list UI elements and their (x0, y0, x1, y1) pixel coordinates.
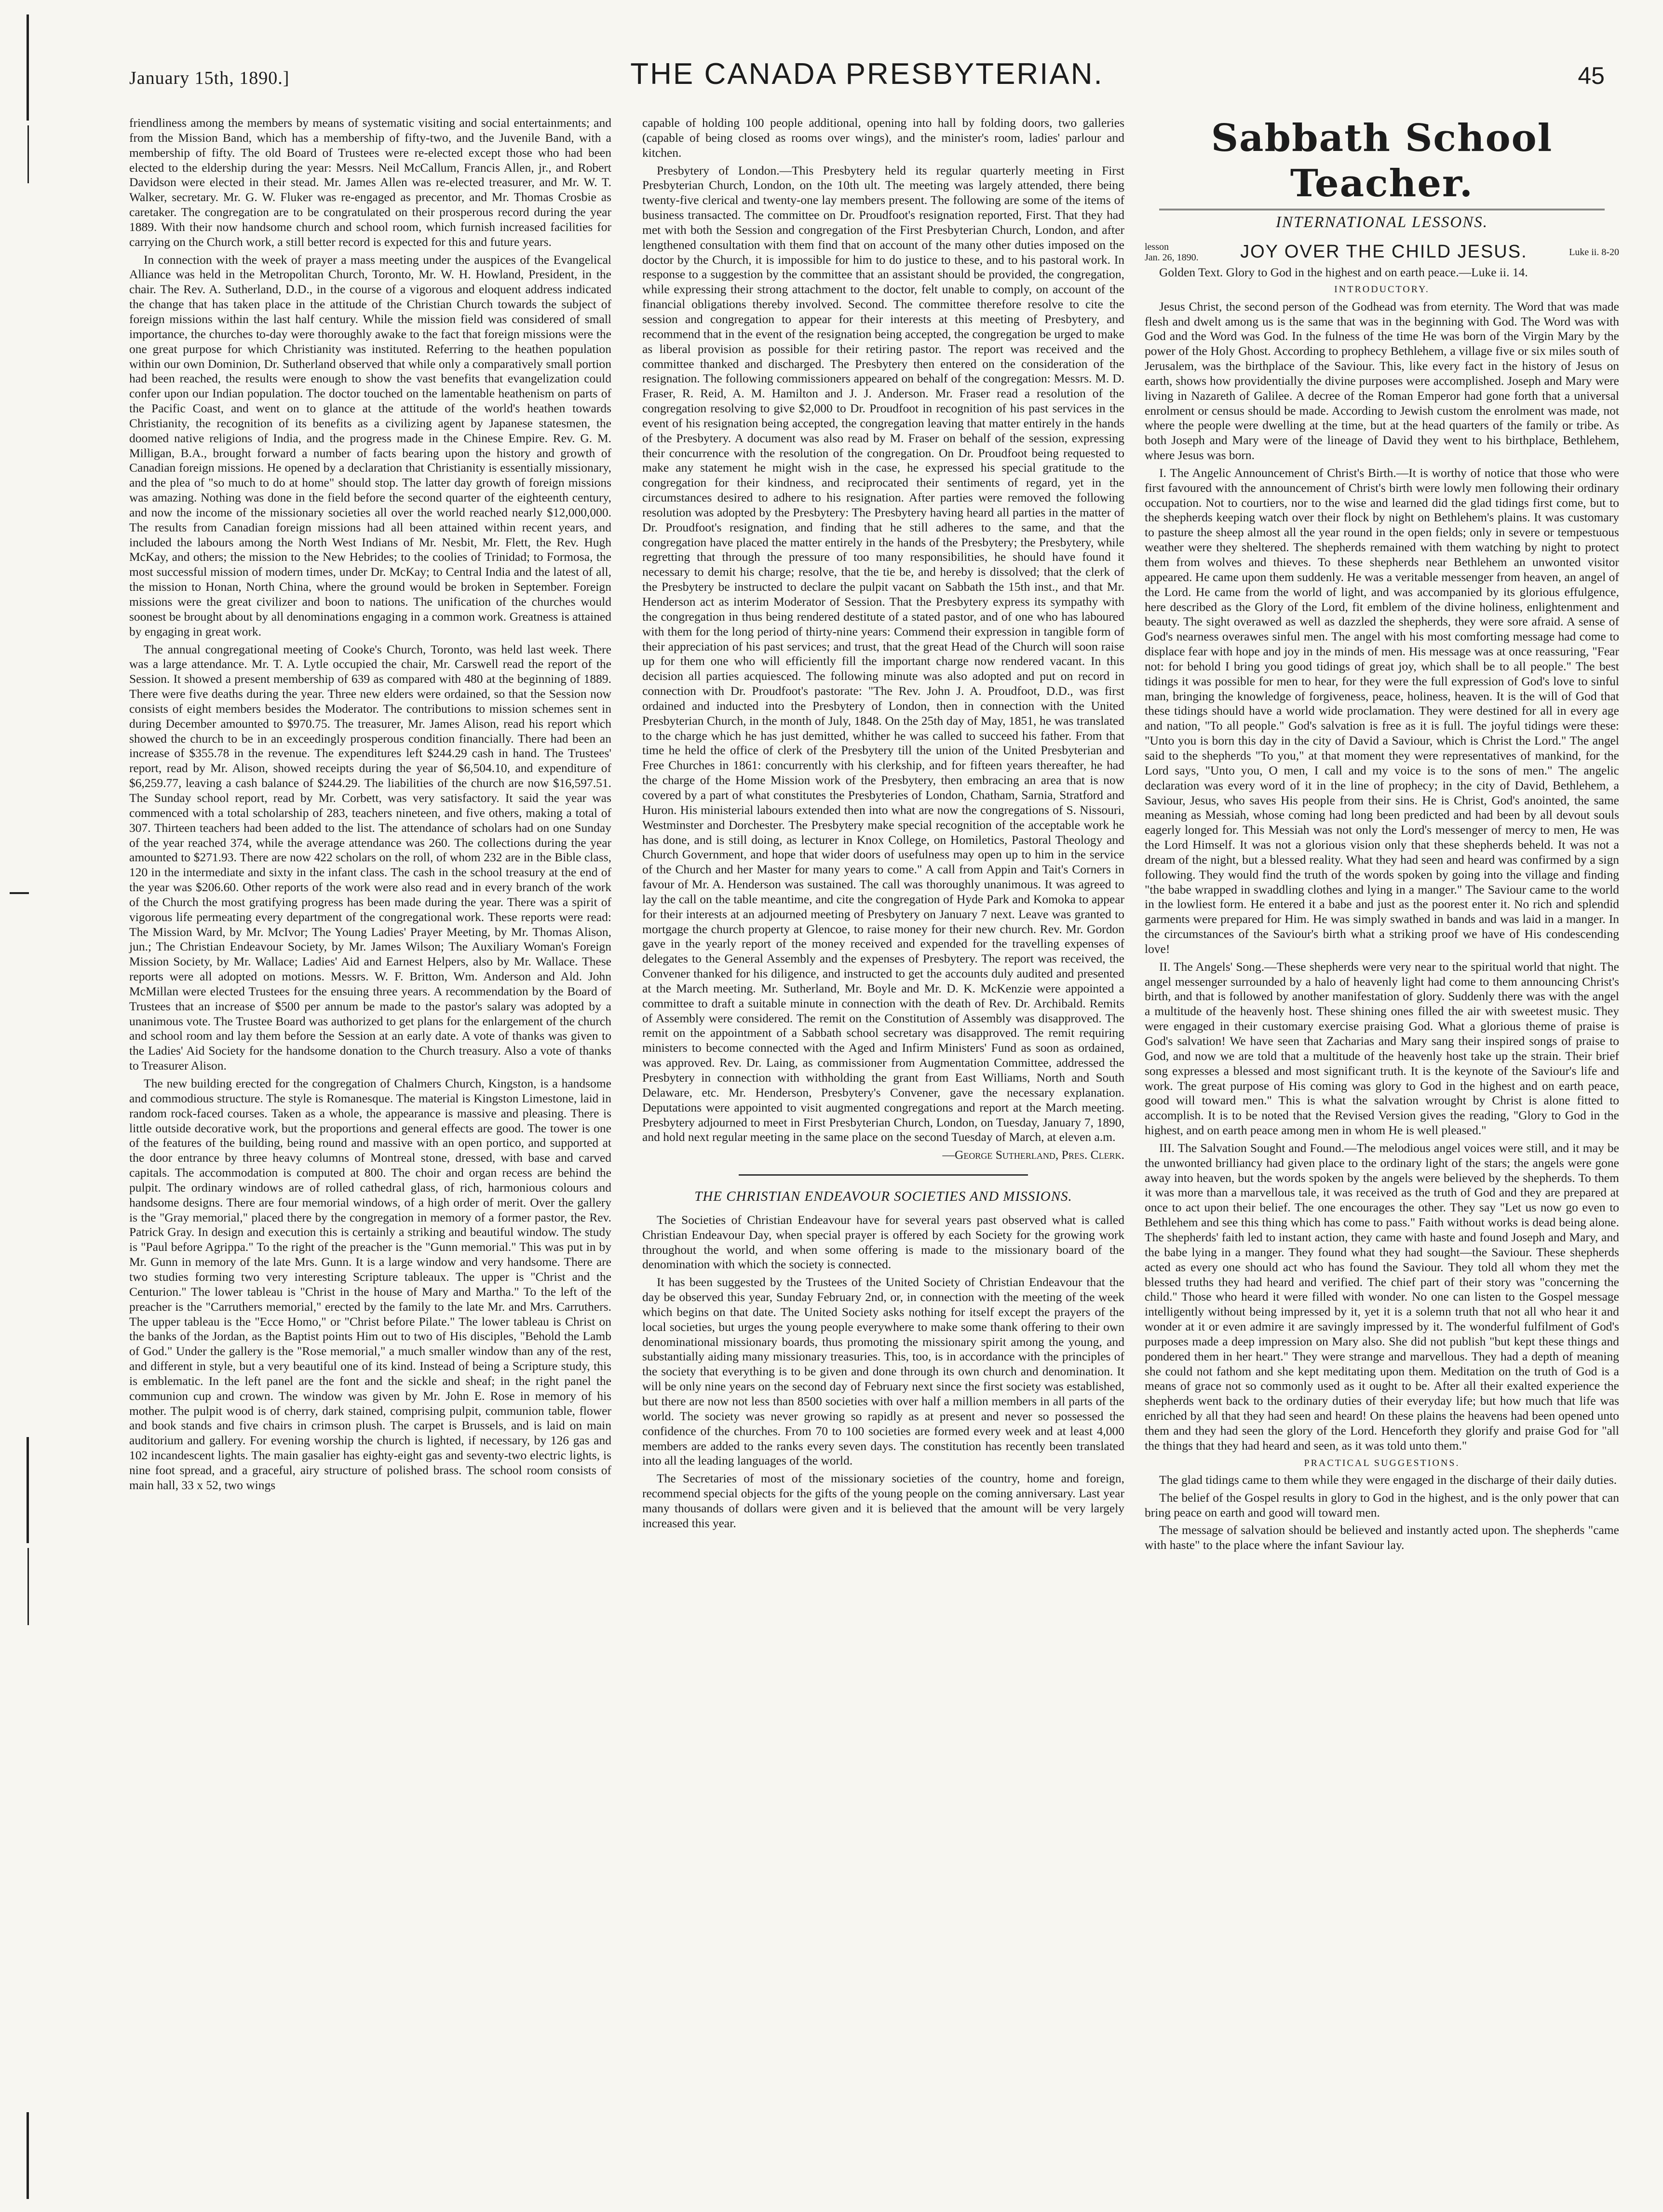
article-paragraph: Presbytery of London.—This Presbytery held its regular quarterly meeting in First Presbyterian Church, London, on the 10th ult. The meeting was largely attended, there being twenty-five clerical and twenty-one lay members present. The following are some of the items of business transacted. The committee on Dr. Proudfoot's resignation reported, First. That they had met with both the Session and congregation of the First Presbyterian Church, London, and after lengthened consultation with them find that on account of the many other duties imposed on the doctor by the Church, it is impossible for him to do justice to these, and to his pastoral work. In response to a suggestion by the committee that an assistant should be provided, the congregation, while expressing their strong attachment to the doctor, felt unable to comply, on account of the financial obligations thereby involved. Second. The committee therefore resolve to cite the session and congregation to appear for their interests at this meeting of Presbytery, and recommend that in the event of the resignation being accepted, the congregation be urged to make as liberal provision as possible for their retiring pastor. The report was received and the committee thanked and discharged. The Presbytery then entered on the consideration of the resignation. The following commissioners appeared on behalf of the congregation: Messrs. M. D. Fraser, R. Reid, A. M. Hamilton and J. J. Anderson. Mr. Fraser read a resolution of the congregation resolving to give $2,000 to Dr. Proudfoot in recognition of his past services in the event of his resignation being accepted, the congregation leaving that matter entirely in the hands of the Presbytery. A document was also read by M. Fraser on behalf of the session, expressing their concurrence with the resolution of the congregation. On Dr. Proudfoot being requested to make any statement he might wish in the case, he expressed his special gratitude to the congregation for their kindness, and reciprocated their sentiments of regard, yet in the circumstances desired to adhere to his resignation. After parties were removed the following resolution was adopted by the Presbytery: The Presbytery having heard all parties in the matter of Dr. Proudfoot's resignation, and finding that he still adheres to the same, and that the congregation have placed the matter entirely in the hands of the Presbytery; the Presbytery, while regretting that through the pressure of too many responsibilities, he should have found it necessary to demit his charge; resolve, that the tie be, and hereby is dissolved; that the clerk of the Presbytery be instructed to declare the pulpit vacant on Sabbath the 15th inst., and that Mr. Henderson act as interim Moderator of Session. That the Presbytery express its sympathy with the congregation in thus being rendered destitute of a stated pastor, and of one who has laboured with them for the long period of thirty-nine years: Commend their expression in tangible form of their appreciation of his past services; and trust, that the great Head of the Church will soon raise up for them one who will efficiently fill the important charge now rendered vacant. In this decision all parties acquiesced. The following minute was also adopted and put on record in connection with Dr. Proudfoot's pastorate: "The Rev. John J. A. Proudfoot, D.D., was first ordained and inducted into the Presbytery of London, then in connection with the United Presbyterian Church, in the month of July, 1848. On the 25th day of May, 1851, he was translated to the charge which he has just demitted, whither he was called to succeed his father. From that time he held the office of clerk of the Presbytery till the union of the United Presbyterian and Free Churches in 1861: concurrently with his clerkship, and for fifteen years thereafter, he had the charge of the Home Mission work of the Presbytery, then embracing an area that is now covered by a part of what constitutes the Presbyteries of London, Chatham, Sarnia, Stratford and Huron. His ministerial labours extended then into what are now the congregations of S. Nissouri, Westminster and Dorchester. The Presbytery make special recognition of the acceptable work he has done, and is still doing, as lecturer in Knox College, on Homiletics, Pastoral Theology and Church Government, and hope that wider doors of usefulness may open up to him in the service of the Church and her Master for many years to come." A call from Appin and Tait's Corners in favour of Mr. A. Henderson was sustained. The call was thoroughly unanimous. It was agreed to lay the call on the table meantime, and cite the congregation of Hyde Park and Komoka to appear for their interests at an adjourned meeting of Presbytery on January 7 next. Leave was granted to mortgage the church property at Glencoe, to raise money for their new church. Rev. Mr. Gordon gave in the yearly report of the money received and expended for the travelling expenses of delegates to the General Assembly and the expenses of Presbytery. The report was received, the Convener thanked for his diligence, and instructed to get the accounts duly audited and presented at the March meeting. Mr. Sutherland, Mr. Boyle and Mr. D. K. McKenzie were appointed a committee to draft a suitable minute in connection with the death of Rev. Dr. Archibald. Remits of Assembly were considered. The remit on the Constitution of Assembly was disapproved. The remit on the appointment of a Sabbath school secretary was disapproved. The remit requiring ministers to become connected with the Aged and Infirm Ministers' Fund as soon as ordained, was approved. Rev. Dr. Laing, as commissioner from Augmentation Committee, addressed the Presbytery in connection with withholding the grant from East Williams, North and South Delaware, etc. Mr. Henderson, Presbytery's Convener, gave the necessary explanation. Deputations were appointed to visit augmented congregations and report at the March meeting. Presbytery adjourned to meet in First Presbyterian Church, London, on Tuesday, January 7, 1890, and hold next regular meeting in the same place on the second Tuesday of March, at eleven a.m. (642, 163, 1124, 1144)
scan-edge-marks (0, 0, 77, 2212)
suggestion-paragraph: The belief of the Gospel results in glory to God in the highest, and is the only power that can bring peace on earth and good will toward men. (1145, 1490, 1619, 1520)
column-3 (1145, 116, 1619, 1553)
article-paragraph: The new building erected for the congregation of Chalmers Church, Kingston, is a handsome and commodious structure. The style is Romanesque. The material is Kingston Limestone, laid in random rock-faced courses. Taken as a whole, the appearance is massive and pleasing. There is little outside decorative work, but the proportions and general effects are good. The tower is one of the features of the building, being round and massive with an open portico, and supported at the door entrance by three heavy columns of Montreal stone, dressed, with base and carved capitals. The accommodation is computed at 800. The choir and organ recess are behind the pulpit. The ordinary windows are of rolled cathedral glass, of rich, harmonious colours and handsome designs. There are four memorial windows, of a high order of merit. Over the gallery is the "Gray memorial," placed there by the congregation in memory of a former pastor, the Rev. Patrick Gray. In design and execution this is certainly a striking and beautiful window. The study is "Paul before Agrippa." To the right of the preacher is the "Gunn memorial." This was put in by Mr. Gunn in memory of the late Mrs. Gunn. It is a large window and very handsome. There are two studies forming two very interesting Scripture tableaux. The upper is "Christ and the Centurion." The lower tableau is "Christ in the house of Mary and Martha." To the left of the preacher is the "Carruthers memorial," erected by the family to the late Mr. and Mrs. Carruthers. The upper tableau is the "Ecce Homo," or "Christ before Pilate." The lower tableau is Christ on the banks of the Jordan, as the Baptist points Him out to two of His disciples, "Behold the Lamb of God." Under the gallery is the "Rose memorial," a much smaller window than any of the rest, and different in style, but a very beautiful one of its kind. Instead of being a Scripture study, this is emblematic. In the left panel are the font and the sickle and sheaf; in the right panel the communion cup and crown. The window was given by Mr. John E. Rose in memory of his mother. The pulpit wood is of cherry, dark stained, comprising pulpit, communion table, flower and book stands and five chairs in crimson plush. The carpet is Brussels, and is laid on main auditorium and gallery. For evening worship the church is lighted, if necessary, by 126 gas and 102 incandescent lights. The main gasalier has eighty-eight gas and seventy-two electric lights, is nine foot spread, and a graceful, airy structure of polished brass. The school room consists of main hall, 33 x 52, two wings (129, 1076, 611, 1492)
lesson-paragraph: III. The Salvation Sought and Found.—The melodious angel voices were still, and it may be the unwonted brilliancy had given place to the ordinary light of the stars; the angels were gone away into heaven, but the words spoken by the angels were believed by the shepherds. To them it was more than a marvellous tale, it was received as the truth of God and they are prepared at once to act upon their belief. The one encourages the other. They say "Let us now go even to Bethlehem and see this thing which has come to pass." Faith without works is dead being alone. The shepherds' faith led to instant action, they came with haste and found Joseph and Mary, and the babe lying in a manger. They found what they had sought—the Saviour. These shepherds acted as every one should act who has found the Saviour. They told all whom they met the blessed truths they had heard and verified. The chief part of their story was "concerning the child." Those who heard it were filled with wonder. No one can listen to the Gospel message intelligently without being impressed by it, yet it is a solemn truth that not all who hear it and wonder at it or even admire it are savingly impressed by it. The wonderful fulfilment of God's purposes made a deep impression on Mary also. She did not publish "but kept these things and pondered them in her heart." They were strange and marvellous. They had a depth of meaning she could not fathom and she kept meditating upon them. Meditation on the truth of God is a means of grace not so commonly used as it ought to be. After all their exalted experience the shepherds went back to the ordinary duties of their everyday life; but how much that life was enriched by all that they had seen and heard! On these plains the heavens had been opened unto them and they had seen the glory of the Lord. Henceforth they glorify and praise God for "all the things that they had heard and seen, as it was told unto them." (1145, 1140, 1619, 1452)
lesson-heading (1145, 241, 1619, 263)
article-paragraph: It has been suggested by the Trustees of the United Society of Christian Endeavour that the day be observed this year, Sunday February 2nd, or, in connection with the meeting of the week which begins on that date. The United Society asks nothing for itself except the prayers of the local societies, but urges the young people everywhere to make some thank offering to their own denominational missionary boards, thus promoting the missionary spirit among the young, and substantially aiding many missionary treasuries. This, too, is in accordance with the principles of the society that everything is to be given and done through its own church and denomination. It will be only nine years on the second day of February next since the first society was established, but there are now not less than 8500 societies with over half a million members in all parts of the world. The society was never growing so rapidly as at present and never so possessed the confidence of the churches. From 70 to 100 societies are formed every week and at least 4,000 members are added to the ranks every seven days. The constitution has recently been translated into all the leading languages of the world. (642, 1275, 1124, 1468)
section-masthead: Sabbath School Teacher. (1211, 116, 1553, 206)
introductory-heading: INTRODUCTORY. (1334, 284, 1430, 295)
article-paragraph: friendliness among the members by means of systematic visiting and social entertainments; and from the Mission Band, which has a membership of fifty-two, and the Juvenile Band, with a membership of fifty. The old Board of Trustees were re-elected except those who had been elected to the eldership during the year: Messrs. Neil McCallum, Francis Allen, jr., and Robert Davidson were elected in their stead. Mr. James Allen was re-elected treasurer, and Mr. W. T. Walker, secretary. Mr. G. W. Fluker was re-engaged as precentor, and Mr. Thomas Crosbie as caretaker. The congregation are to be congratulated on their prosperous record during the year 1889. With their now handsome church and school room, which furnish increased facilities for carrying on the Church work, a still better record is expected for this and future years. (129, 116, 611, 249)
masthead-rule (1159, 209, 1605, 210)
golden-text: Golden Text. Glory to God in the highest and on earth peace.—Luke ii. 14. (1159, 265, 1528, 279)
newspaper-title: THE CANADA PRESBYTERIAN. (630, 57, 1104, 91)
lesson-title: JOY OVER THE CHILD JESUS. (1240, 241, 1528, 262)
article-paragraph: capable of holding 100 people additional, opening into hall by folding doors, two galleries (capable of being closed as rooms over wings), and the minister's room, ladies' parlour and kitchen. (642, 116, 1124, 160)
article-paragraph: The annual congregational meeting of Cooke's Church, Toronto, was held last week. There was a large attendance. Mr. T. A. Lytle occupied the chair, Mr. Carswell read the report of the Session. It showed a present membership of 639 as compared with 480 at the beginning of 1889. There were five deaths during the year. Three new elders were ordained, so that the Session now consists of eight members besides the Moderator. The contributions to mission schemes sent in during December amounted to $970.75. The treasurer, Mr. James Alison, read his report which showed the church to be in an exceedingly prosperous condition financially. There had been an increase of $355.78 in the revenue. The expenditures left $244.29 cash in hand. The Trustees' report, read by Mr. Alison, showed receipts during the year of $6,504.10, and expenditure of $6,259.77, leaving a cash balance of $244.29. The liabilities of the church are now $16,597.51. The Sunday school report, read by Mr. Corbett, was very satisfactory. It said the year was commenced with a total scholarship of 283, teachers nineteen, and five others, making a total of 307. Thirteen teachers had been added to the list. The attendance of scholars had on one Sunday of the year reached 374, while the average attendance was 260. The collections during the year amounted to $271.93. There are now 422 scholars on the roll, of whom 232 are in the Bible class, 120 in the intermediate and sixty in the infant class. The cash in the school treasury at the end of the year was $206.60. Other reports of the work were also read and in every branch of the work of the Church the most gratifying progress has been made during the year. There was a spirit of vigorous life permeating every department of the congregational work. These reports were read: The Mission Ward, by Mr. McIvor; The Young Ladies' Prayer Meeting, by Mr. Thomas Alison, jun.; The Christian Endeavour Society, by Mr. James Wilson; The Auxiliary Woman's Foreign Mission Society, by Mr. Wallace; Ladies' Aid and Earnest Helpers, also by Mr. Wallace. These reports were all adopted on motions. Messrs. W. F. Britton, Wm. Anderson and Ald. John McMillan were elected Trustees for the ensuing three years. A recommendation by the Board of Trustees that an increase of $500 per annum be made to the pastor's salary was adopted by a unanimous vote. The Trustee Board was authorized to get plans for the enlargement of the church and school room and lay them before the Session at an early date. A vote of thanks was given to the Ladies' Aid Society for the handsome donation to the Church treasury. Also a vote of thanks to Treasurer Alison. (129, 642, 611, 1073)
lesson-paragraph: Jesus Christ, the second person of the Godhead was from eternity. The Word that was made flesh and dwelt among us is the same that was in the beginning with God. The Word was with God and the Word was God. In the fulness of the time He was born of the Virgin Mary by the power of the Holy Ghost. According to prophecy Bethlehem, a village five or six miles south of Jerusalem, was the birthplace of the Saviour. This, like every fact in the history of Jesus on earth, shows how providentially the divine purposes were accomplished. Joseph and Mary were living in Nazareth of Galilee. A decree of the Roman Emperor had gone forth that a universal enrolment or census should be made. According to Jewish custom the enrolment was made, not where the people were dwelling at the time, but at the head quarters of the family or tribe. As both Joseph and Mary were of the lineage of David they went to his birthplace, Bethlehem, where Jesus was born. (1145, 299, 1619, 462)
page-number: 45 (1578, 62, 1605, 89)
article-signature: —George Sutherland, Pres. Clerk. (942, 1148, 1124, 1162)
lesson-label: lesson (1145, 241, 1169, 252)
section-heading: THE CHRISTIAN ENDEAVOUR SOCIETIES AND MISSIONS. (694, 1189, 1072, 1205)
lesson-date-block (1145, 242, 1199, 263)
suggestion-paragraph: The message of salvation should be believed and instantly acted upon. The shepherds "came with haste" to the place where the infant Saviour lay. (1145, 1523, 1619, 1552)
article-paragraph: The Secretaries of most of the missionary societies of the country, home and foreign, recommend special objects for the gifts of the young people on the coming anniversary. Last year many thousands of dollars were given and it is believed that the amount will be very largely increased this year. (642, 1471, 1124, 1530)
article-paragraph: In connection with the week of prayer a mass meeting under the auspices of the Evangelical Alliance was held in the Metropolitan Church, Toronto, Mr. W. H. Howland, President, in the chair. The Rev. A. Sutherland, D.D., in the course of a vigorous and eloquent address indicated the change that has taken place in the attitude of the Christian Church towards the subject of foreign missions within the last half century. While the mission field was considered of small importance, the churches to-day were thoroughly awake to the fact that foreign missions were the one great purpose for which Christianity was instituted. Referring to the heathen population within our own Dominion, Dr. Sutherland observed that while only a comparatively small portion had been reached, the results were enough to show the vast benefits that evangelization could confer upon our Indian population. The doctor touched on the lamentable heathenism on parts of the Pacific Coast, and went on to glance at the attitude of the world's heathen towards Christianity, the recognition of its benefits as a civilizing agent by Japanese statesmen, the doomed native religions of India, and the progress made in the Chinese Empire. Rev. G. M. Milligan, B.A., brought forward a number of facts bearing upon the history and growth of Canadian foreign missions. He opened by a declaration that Christianity is essentially missionary, and the plea of "so much to do at home" should stop. The latter day growth of foreign missions was amazing. Nothing was done in the field before the second quarter of the eighteenth century, and now the income of the missionary societies all over the world reached nearly $12,000,000. The results from Canadian foreign missions had all been attained within recent years, and included the labours among the North West Indians of Mr. Nesbit, Mr. Flett, the Rev. Hugh McKay, and others; the mission to the New Hebrides; to the coolies of Trinidad; to Formosa, the most successful mission of modern times, under Dr. McKay; to Central India and the latest of all, the mission to Honan, North China, where the ground would be broken in September. Foreign missions were the great civilizer and boon to nations. The unification of the churches would soonest be brought about by all denominations engaging in a common work. Greatness is attained by engaging in great work. (129, 252, 611, 638)
article-paragraph: The Societies of Christian Endeavour have for several years past observed what is called Christian Endeavour Day, when special prayer is offered by each Society for the growing work throughout the world, and when some offering is made to the missionary board of the denomination with which the society is connected. (642, 1212, 1124, 1272)
column-1 (129, 116, 611, 1493)
practical-suggestions-heading: PRACTICAL SUGGESTIONS. (1304, 1457, 1460, 1468)
lesson-date: Jan. 26, 1890. (1145, 252, 1199, 263)
section-subheading: INTERNATIONAL LESSONS. (1275, 213, 1488, 231)
lesson-paragraph: II. The Angels' Song.—These shepherds were very near to the spiritual world that night. The angel messenger surrounded by a halo of heavenly light had come to them announcing Christ's birth, and that is followed by another manifestation of glory. Suddenly there was with the angel a multitude of the heavenly host. These shining ones filled the air with sweetest music. They were engaged in their customary exercise praising God. What a glorious theme of praise is God's salvation! We have seen that Zacharias and Mary sang their inspired songs of praise to God, and now we are told that a multitude of the heavenly host take up the strain. Their brief song expresses a blessed and most significant truth. It is the keynote of the Saviour's life and work. The great purpose of His coming was glory to God in the highest and on earth peace, good will toward men." This is what the salvation wrought by Christ is alone fitted to accomplish. It is to be noted that the Revised Version gives the reading, "Glory to God in the highest, and on earth peace among men in whom He is well pleased." (1145, 959, 1619, 1138)
issue-date: January 15th, 1890.] (129, 68, 290, 88)
column-2 (642, 116, 1124, 1531)
suggestion-paragraph: The glad tidings came to them while they were engaged in the discharge of their daily duties. (1159, 1472, 1617, 1487)
page-header (129, 53, 1605, 106)
lesson-reference: Luke ii. 8-20 (1569, 246, 1619, 258)
section-divider (739, 1174, 1028, 1176)
lesson-paragraph: I. The Angelic Announcement of Christ's Birth.—It is worthy of notice that those who were first favoured with the announcement of Christ's birth were lowly men following their ordinary occupation. Not to courtiers, nor to the wise and learned did the glad tidings first come, but to the shepherds keeping watch over their flock by night on Bethlehem's plains. It was customary to pasture the sheep almost all the year round in the open fields; only in severe or tempestuous weather were they sheltered. The shepherds remained with them watching by night to protect them from wolves and thieves. To these shepherds near Bethlehem an unwonted visitor appeared. He came upon them suddenly. He was a veritable messenger from heaven, an angel of the Lord. He came from the world of light, and was accompanied by its glorious effulgence, here described as the Glory of the Lord, fit emblem of the divine holiness, enlightenment and beauty. The sight overawed as well as dazzled the shepherds, they were sore afraid. A sense of God's nearness overawes sinful men. The angel with his most comforting message had come to displace fear with hope and joy in the minds of men. His message was at once reassuring, "Fear not: for behold I bring you good tidings of great joy, which shall be to all people." The best tidings it was possible for men to hear, for they were the full expression of God's love to sinful man, bringing the knowledge of forgiveness, peace, holiness, heaven. It is the will of God that these tidings should have a world wide proclamation. They were destined for all in every age and nation, "To all people." God's salvation is free as it is full. The joyful tidings were these: "Unto you is born this day in the city of David a Saviour, which is Christ the Lord." The angel said to the shepherds "To you," at that moment they were representatives of mankind, for the Lord says, "Unto you, O men, I call and my voice is to the sons of men." The angelic declaration was every word of it in the line of prophecy; in the city of David, Bethlehem, a Saviour, Jesus, who saves His people from their sins. He is Christ, God's anointed, the same meaning as Messiah, whose coming had long been predicted and had been by all devout souls eagerly longed for. This Messiah was not only the Lord's messenger of mercy to men, He was the Lord Himself. It was not a glorious vision only that these shepherds beheld. It was not a dream of the night, but a blessed reality. What they had seen and heard was confirmed by a sign following. They would find the truth of the words spoken by going into the village and finding "the babe wrapped in swaddling clothes and lying in a manger." The Saviour came to the world in the lowliest form. He entered it a babe and just as the poorest enter it. No rich and splendid garments were prepared for Him. He was simply swathed in bands and was laid in a manger. In the circumstances of the Saviour's birth what a striking proof we have of His condescending love! (1145, 465, 1619, 956)
